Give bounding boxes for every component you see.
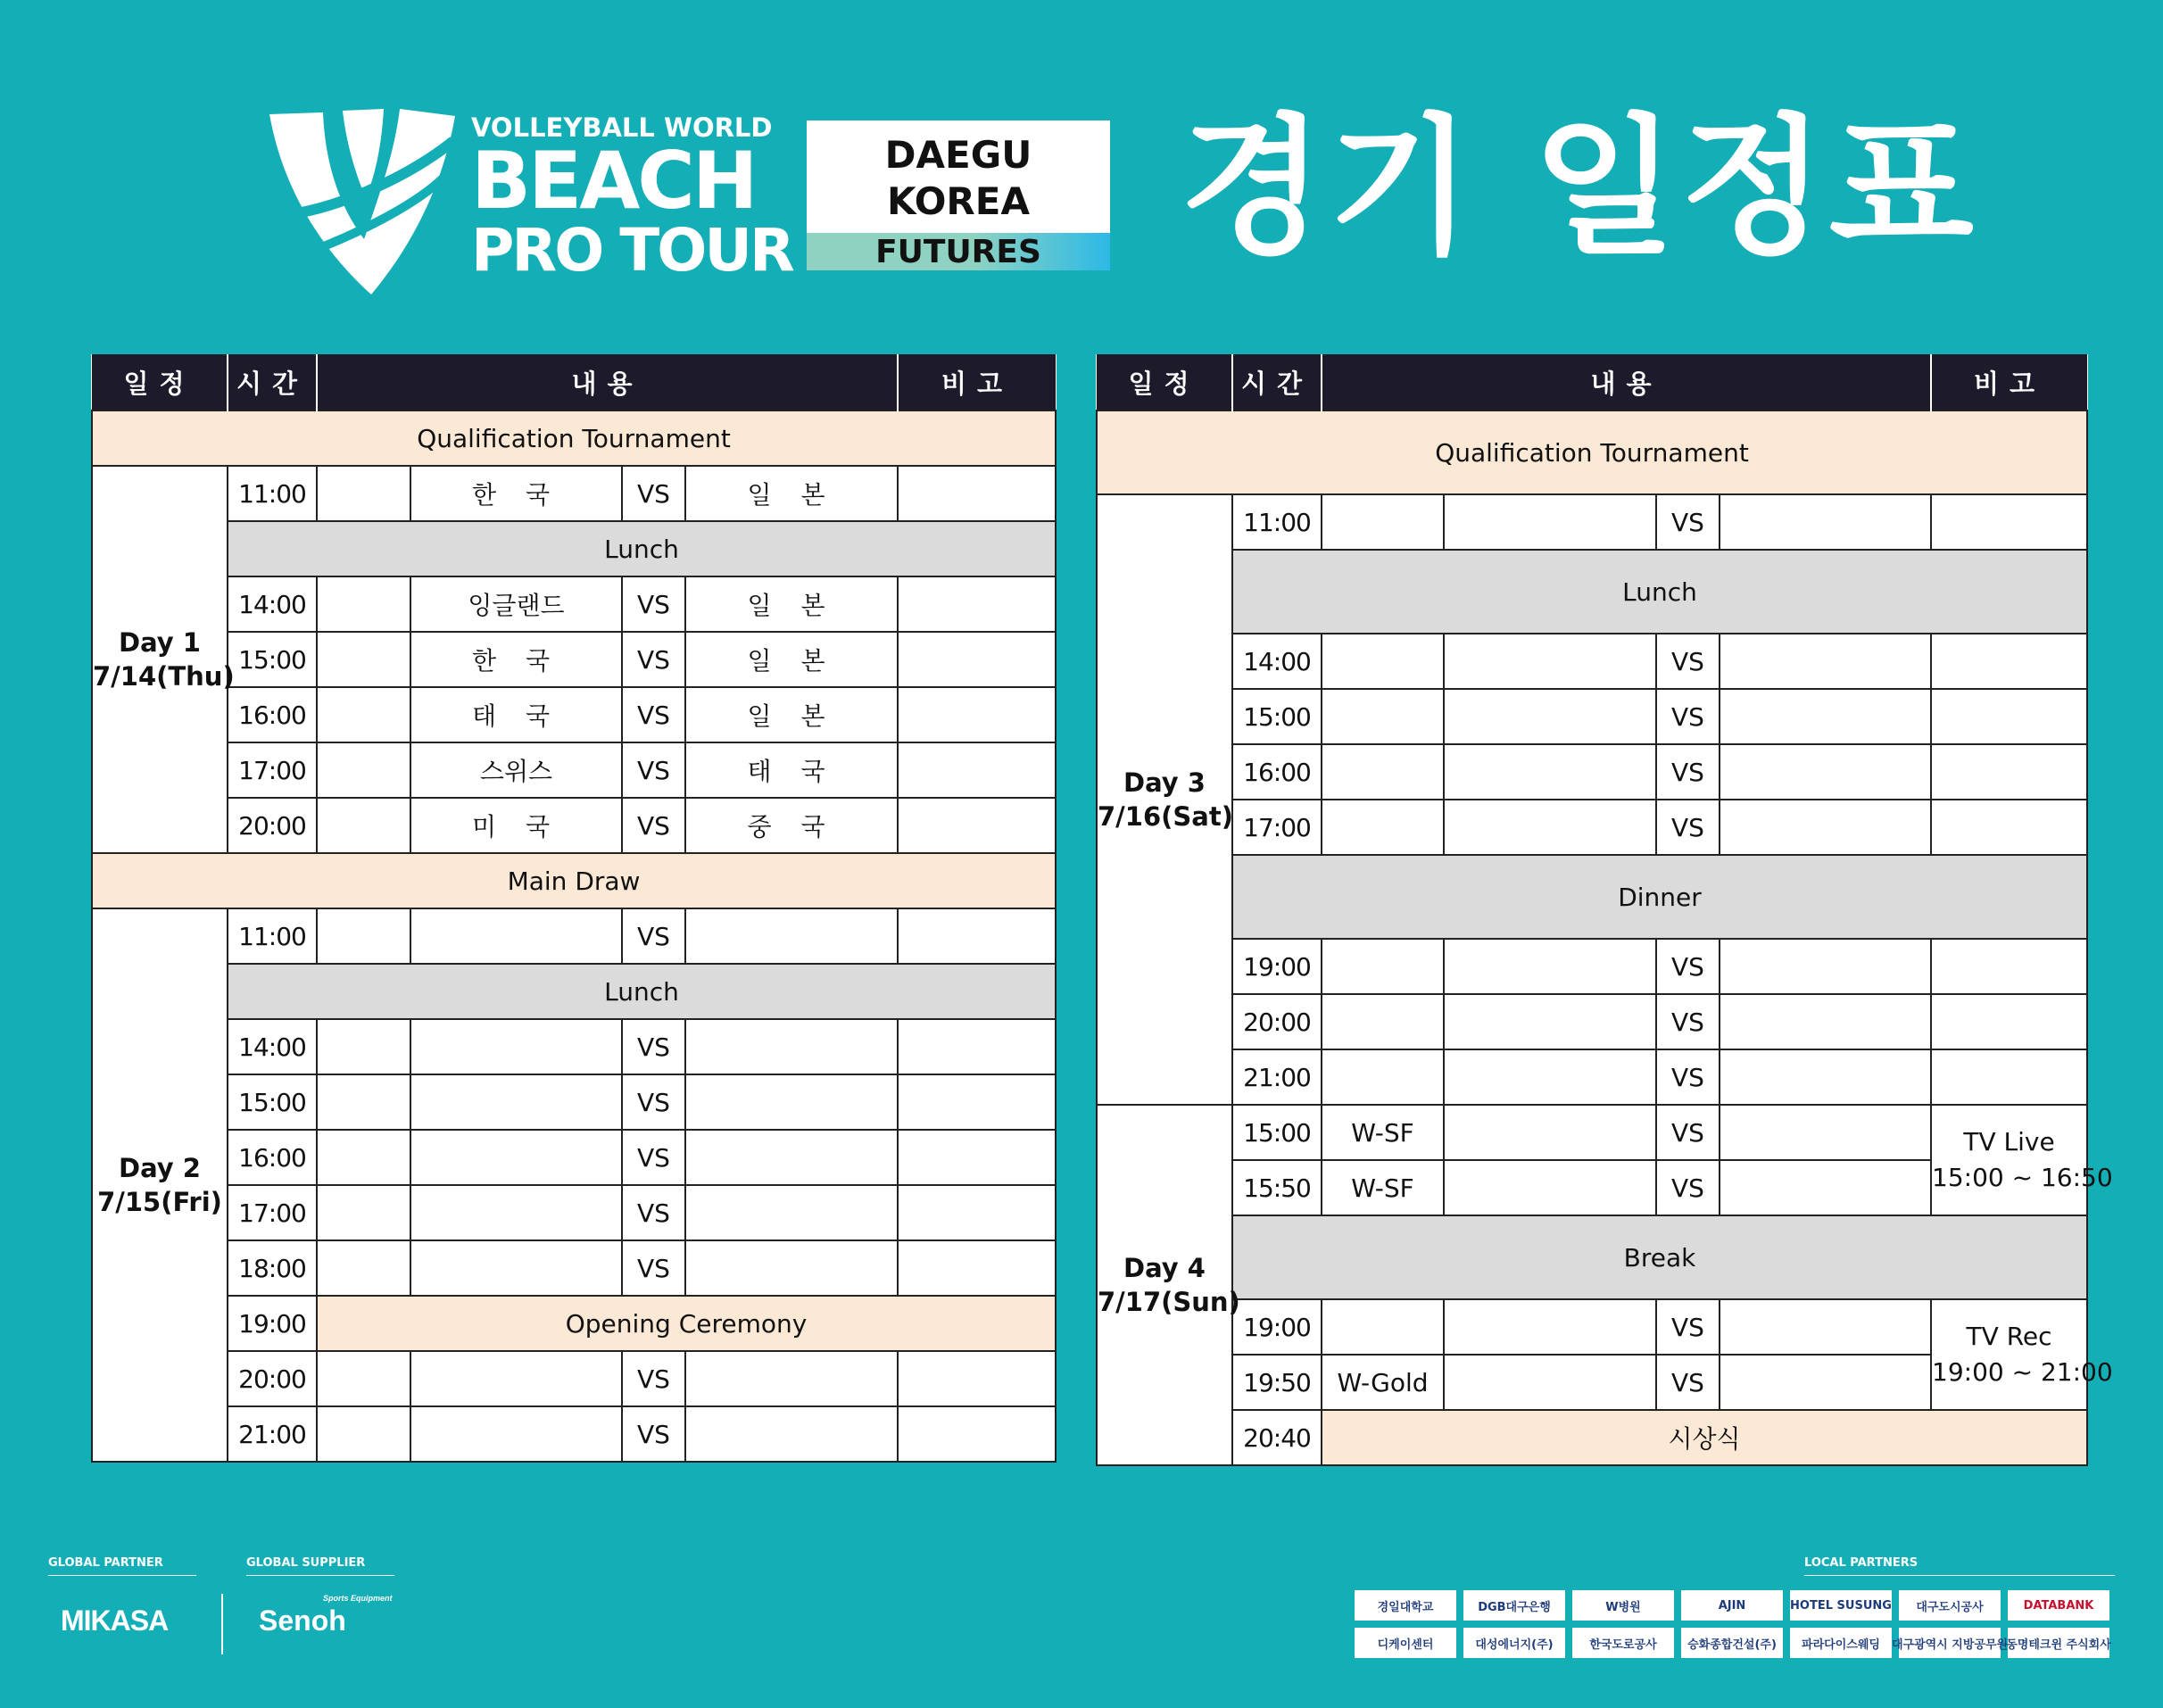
team1-cell [1444, 1105, 1656, 1160]
team2-cell [1720, 1105, 1931, 1160]
partner-logo: 대구도시공사 [1899, 1590, 2001, 1621]
time-cell: 19:00 [1232, 939, 1322, 994]
time-cell: 16:00 [1232, 744, 1322, 800]
schedule-table-left [91, 354, 1057, 1463]
logo-big-text: BEACH [471, 135, 756, 227]
column-header-content: 내용 [317, 354, 898, 410]
partner-logo: 승화종합건설(주) [1681, 1628, 1783, 1658]
schedule-table-right [1096, 354, 2113, 1466]
day-cell: Day 4 7/17(Sun) [1097, 1105, 1232, 1465]
table-row [92, 1240, 1056, 1296]
column-header-content: 내용 [1322, 354, 1931, 410]
time-cell: 17:00 [228, 742, 317, 798]
time-cell: 19:50 [1232, 1355, 1322, 1410]
time-cell: 21:00 [1232, 1049, 1322, 1105]
team1-cell [410, 1130, 622, 1185]
note-cell [1931, 1049, 2087, 1105]
note-cell [1931, 939, 2087, 994]
vs-cell: VS [622, 1019, 685, 1074]
time-cell: 20:00 [1232, 994, 1322, 1049]
table-row [1097, 1410, 2087, 1465]
vs-cell: VS [1656, 994, 1720, 1049]
vs-cell: VS [622, 742, 685, 798]
location-badge [807, 120, 1110, 270]
break-row: Dinner [1232, 855, 2087, 939]
team1-cell [1444, 939, 1656, 994]
note-cell: TV Live 15:00 ~ 16:50 [1931, 1105, 2087, 1215]
day-cell: Day 1 7/14(Thu) [92, 466, 228, 853]
team1-cell: 스위스 [410, 742, 622, 798]
senoh-wordmark: Senoh [259, 1604, 346, 1637]
column-header-date: 일정 [92, 354, 228, 410]
team1-cell: 한 국 [410, 466, 622, 521]
table-header-row [1097, 354, 2087, 410]
table-row [92, 632, 1056, 687]
column-header-time: 시간 [1232, 354, 1322, 410]
time-cell: 14:00 [1232, 634, 1322, 689]
team1-cell [410, 908, 622, 964]
round-cell [317, 1240, 410, 1296]
team1-cell [1444, 1160, 1656, 1215]
team1-cell [410, 1185, 622, 1240]
round-cell [317, 1019, 410, 1074]
time-cell: 11:00 [228, 908, 317, 964]
note-cell [1931, 634, 2087, 689]
round-cell [1322, 994, 1444, 1049]
team2-cell [685, 1406, 898, 1462]
table-row [92, 1296, 1056, 1351]
note-cell [898, 1019, 1056, 1074]
event-cell: 시상식 [1322, 1410, 2087, 1465]
partner-logo: AJIN [1681, 1590, 1783, 1621]
table-row [1097, 1049, 2087, 1105]
note-cell [898, 1074, 1056, 1130]
team1-cell [1444, 800, 1656, 855]
note-cell [898, 632, 1056, 687]
global-partner-label: GLOBAL PARTNER [48, 1556, 196, 1576]
vs-cell: VS [1656, 1105, 1720, 1160]
vs-cell: VS [1656, 689, 1720, 744]
team2-cell [685, 1240, 898, 1296]
partner-logo: DGB대구은행 [1463, 1590, 1565, 1621]
note-cell [898, 1351, 1056, 1406]
vs-cell: VS [622, 632, 685, 687]
table-row [92, 908, 1056, 964]
partner-logo: W병원 [1572, 1590, 1674, 1621]
round-cell [317, 1074, 410, 1130]
break-row: Lunch [228, 964, 1056, 1019]
team2-cell: 일 본 [685, 632, 898, 687]
vs-cell: VS [1656, 744, 1720, 800]
partner-logo: 파라다이스웨딩 [1790, 1628, 1892, 1658]
note-cell [898, 908, 1056, 964]
logo-small-text: VOLLEYBALL WORLD [471, 112, 773, 143]
team1-cell [410, 1240, 622, 1296]
team2-cell [1720, 1160, 1931, 1215]
vs-cell: VS [622, 687, 685, 742]
team1-cell [1444, 744, 1656, 800]
time-cell: 20:00 [228, 798, 317, 853]
team1-cell: 태 국 [410, 687, 622, 742]
vs-cell: VS [622, 1351, 685, 1406]
vs-cell: VS [622, 466, 685, 521]
table-row [92, 1074, 1056, 1130]
column-header-date: 일정 [1097, 354, 1232, 410]
logo-mid-text: PRO TOUR [471, 216, 792, 285]
team2-cell: 일 본 [685, 576, 898, 632]
local-partners-label: LOCAL PARTNERS [1804, 1556, 2115, 1576]
vs-cell: VS [1656, 494, 1720, 550]
time-cell: 19:00 [228, 1296, 317, 1351]
round-cell [317, 742, 410, 798]
time-cell: 17:00 [1232, 800, 1322, 855]
team2-cell [1720, 744, 1931, 800]
time-cell: 11:00 [1232, 494, 1322, 550]
note-cell [898, 1240, 1056, 1296]
vs-cell: VS [622, 576, 685, 632]
team2-cell: 일 본 [685, 687, 898, 742]
partner-logo: HOTEL SUSUNG [1790, 1590, 1892, 1621]
team1-cell [410, 1406, 622, 1462]
partner-logo: 한국도로공사 [1572, 1628, 1674, 1658]
table-row [1097, 1299, 2087, 1355]
round-cell [317, 1351, 410, 1406]
team2-cell [1720, 1355, 1931, 1410]
round-cell: W-SF [1322, 1160, 1444, 1215]
time-cell: 15:00 [1232, 689, 1322, 744]
tier-label: FUTURES [807, 233, 1110, 270]
time-cell: 15:00 [228, 1074, 317, 1130]
team2-cell [685, 1019, 898, 1074]
column-header-note: 비고 [898, 354, 1056, 410]
round-cell [1322, 939, 1444, 994]
time-cell: 15:50 [1232, 1160, 1322, 1215]
partner-logo: 경일대학교 [1355, 1590, 1456, 1621]
round-cell [317, 1406, 410, 1462]
team2-cell [685, 1185, 898, 1240]
round-cell: W-Gold [1322, 1355, 1444, 1410]
break-row: Lunch [1232, 550, 2087, 634]
round-cell [1322, 744, 1444, 800]
page-title: 경기 일정표 [1180, 100, 1977, 275]
round-cell: W-SF [1322, 1105, 1444, 1160]
partner-logo: 디케이센터 [1355, 1628, 1456, 1658]
break-row: Break [1232, 1215, 2087, 1299]
vs-cell: VS [622, 1130, 685, 1185]
team1-cell [410, 1351, 622, 1406]
vs-cell: VS [622, 798, 685, 853]
note-cell [898, 576, 1056, 632]
team2-cell [1720, 994, 1931, 1049]
round-cell [317, 1185, 410, 1240]
time-cell: 11:00 [228, 466, 317, 521]
partner-logo: 대구광역시 지방공무원 [1899, 1628, 2001, 1658]
event-cell: Opening Ceremony [317, 1296, 1056, 1351]
team1-cell [1444, 1355, 1656, 1410]
time-cell: 17:00 [228, 1185, 317, 1240]
note-cell: TV Rec 19:00 ~ 21:00 [1931, 1299, 2087, 1410]
time-cell: 14:00 [228, 1019, 317, 1074]
team1-cell [410, 1074, 622, 1130]
round-cell [317, 466, 410, 521]
table-row [92, 687, 1056, 742]
time-cell: 16:00 [228, 687, 317, 742]
team1-cell [1444, 1049, 1656, 1105]
table-header-row [92, 354, 1056, 410]
section-main-draw: Main Draw [92, 853, 1056, 908]
team2-cell [1720, 494, 1931, 550]
time-cell: 21:00 [228, 1406, 317, 1462]
table-row [1097, 800, 2087, 855]
country-label: KOREA [887, 179, 1030, 223]
time-cell: 15:00 [1232, 1105, 1322, 1160]
day-cell: Day 3 7/16(Sat) [1097, 494, 1232, 1105]
partner-logo: DATABANK [2008, 1590, 2109, 1621]
table-row [92, 1185, 1056, 1240]
vs-cell: VS [622, 1074, 685, 1130]
global-supplier-label: GLOBAL SUPPLIER [246, 1556, 394, 1576]
time-cell: 14:00 [228, 576, 317, 632]
section-qualification: Qualification Tournament [92, 410, 1056, 466]
team1-cell [410, 1019, 622, 1074]
team1-cell [1444, 689, 1656, 744]
round-cell [317, 1130, 410, 1185]
round-cell [317, 687, 410, 742]
time-cell: 18:00 [228, 1240, 317, 1296]
round-cell [317, 576, 410, 632]
round-cell [1322, 1299, 1444, 1355]
team1-cell [1444, 494, 1656, 550]
vs-cell: VS [622, 1240, 685, 1296]
vs-cell: VS [622, 1185, 685, 1240]
note-cell [1931, 494, 2087, 550]
team2-cell: 중 국 [685, 798, 898, 853]
vs-cell: VS [1656, 1160, 1720, 1215]
senoh-logo [259, 1594, 393, 1638]
team1-cell: 한 국 [410, 632, 622, 687]
team2-cell [685, 1074, 898, 1130]
vs-cell: VS [1656, 1299, 1720, 1355]
table-row [1097, 494, 2087, 550]
table-row [92, 576, 1056, 632]
table-row [92, 798, 1056, 853]
note-cell [1931, 800, 2087, 855]
vs-cell: VS [1656, 634, 1720, 689]
partner-logo: 대성에너지(주) [1463, 1628, 1565, 1658]
column-header-time: 시간 [228, 354, 317, 410]
time-cell: 20:40 [1232, 1410, 1322, 1465]
round-cell [317, 908, 410, 964]
team2-cell [1720, 689, 1931, 744]
time-cell: 15:00 [228, 632, 317, 687]
note-cell [898, 1406, 1056, 1462]
note-cell [898, 798, 1056, 853]
round-cell [1322, 800, 1444, 855]
team2-cell [1720, 634, 1931, 689]
table-row [1097, 994, 2087, 1049]
table-row [92, 1019, 1056, 1074]
team1-cell [1444, 634, 1656, 689]
team2-cell [685, 908, 898, 964]
vs-cell: VS [622, 1406, 685, 1462]
team2-cell [685, 1351, 898, 1406]
vs-cell: VS [1656, 939, 1720, 994]
volleyball-world-logo-icon [266, 105, 468, 294]
team2-cell [685, 1130, 898, 1185]
note-cell [1931, 744, 2087, 800]
table-row [92, 1130, 1056, 1185]
note-cell [898, 742, 1056, 798]
round-cell [317, 798, 410, 853]
round-cell [1322, 689, 1444, 744]
partner-logo: 동명테크윈 주식회사 [2008, 1628, 2109, 1658]
column-header-note: 비고 [1931, 354, 2087, 410]
team2-cell [1720, 1049, 1931, 1105]
time-cell: 19:00 [1232, 1299, 1322, 1355]
note-cell [898, 1130, 1056, 1185]
day-cell: Day 2 7/15(Fri) [92, 908, 228, 1462]
note-cell [1931, 689, 2087, 744]
team2-cell [1720, 800, 1931, 855]
table-row [92, 466, 1056, 521]
table-row [1097, 634, 2087, 689]
note-cell [898, 466, 1056, 521]
table-row [1097, 1105, 2087, 1160]
mikasa-logo: MIKASA [61, 1604, 169, 1637]
team1-cell: 잉글랜드 [410, 576, 622, 632]
table-row [92, 1406, 1056, 1462]
vs-cell: VS [1656, 1049, 1720, 1105]
vs-cell: VS [622, 908, 685, 964]
team1-cell [1444, 1299, 1656, 1355]
break-row: Lunch [228, 521, 1056, 576]
city-label: DAEGU [884, 133, 1032, 177]
table-row [1097, 744, 2087, 800]
note-cell [1931, 994, 2087, 1049]
table-row [1097, 939, 2087, 994]
team2-cell: 일 본 [685, 466, 898, 521]
vs-cell: VS [1656, 1355, 1720, 1410]
note-cell [898, 687, 1056, 742]
time-cell: 16:00 [228, 1130, 317, 1185]
vs-cell: VS [1656, 800, 1720, 855]
time-cell: 20:00 [228, 1351, 317, 1406]
team2-cell [1720, 939, 1931, 994]
team1-cell: 미 국 [410, 798, 622, 853]
round-cell [1322, 494, 1444, 550]
table-row [92, 742, 1056, 798]
senoh-tagline: Sports Equipment [323, 1594, 393, 1603]
team2-cell [1720, 1299, 1931, 1355]
team1-cell [1444, 994, 1656, 1049]
beach-pro-tour-wordmark [471, 112, 792, 285]
section-qualification: Qualification Tournament [1097, 410, 2087, 494]
round-cell [317, 632, 410, 687]
note-cell [898, 1185, 1056, 1240]
round-cell [1322, 1049, 1444, 1105]
team2-cell: 태 국 [685, 742, 898, 798]
logo-divider [221, 1594, 223, 1654]
table-row [92, 1351, 1056, 1406]
table-row [1097, 689, 2087, 744]
round-cell [1322, 634, 1444, 689]
